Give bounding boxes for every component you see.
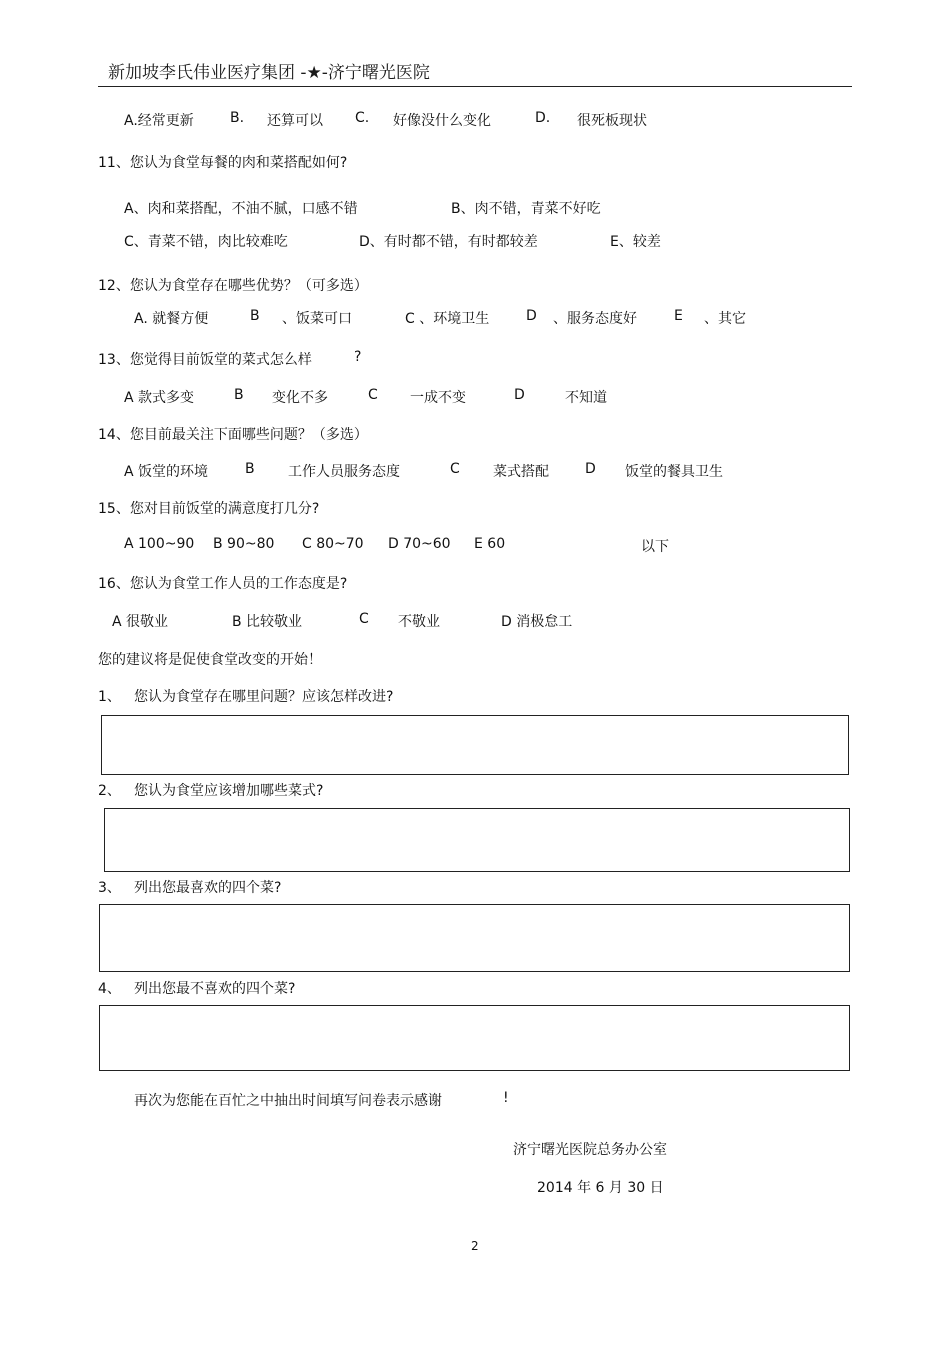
- open-question-1-number: 1、: [98, 689, 121, 705]
- answer-box-4[interactable]: [99, 1005, 850, 1071]
- q14-option-b: 工作人员服务态度: [288, 464, 400, 480]
- q10-option-b-letter: B.: [230, 110, 245, 126]
- q15-option-e: E 60: [474, 536, 506, 552]
- q14-option-d-letter: D: [585, 461, 596, 477]
- q14-option-b-letter: B: [245, 461, 255, 477]
- q14-option-c-letter: C: [450, 461, 460, 477]
- q14-option-d: 饭堂的餐具卫生: [625, 464, 723, 480]
- q16-option-c-letter: C: [359, 611, 369, 627]
- q10-option-a: A.经常更新: [124, 113, 194, 129]
- q12-option-a: A. 就餐方便: [134, 311, 209, 327]
- q10-option-c: 好像没什么变化: [393, 113, 491, 129]
- page-number: 2: [471, 1239, 479, 1253]
- q10-option-d: 很死板现状: [577, 113, 647, 129]
- q10-option-c-letter: C.: [355, 110, 370, 126]
- q13-option-c-letter: C: [368, 387, 378, 403]
- q11-option-d: D、有时都不错，有时都较差: [359, 234, 538, 250]
- q12-option-e: 、其它: [704, 311, 746, 327]
- q15-option-c: C 80~70: [302, 536, 364, 552]
- q11-option-b: B、肉不错，青菜不好吃: [451, 201, 601, 217]
- thanks-mark: !: [503, 1090, 509, 1106]
- q11-option-e: E、较差: [610, 234, 661, 250]
- q12-option-d-letter: D: [526, 308, 537, 324]
- answer-box-3[interactable]: [99, 904, 850, 972]
- q16-option-c: 不敬业: [398, 614, 440, 630]
- q12-option-e-letter: E: [674, 308, 683, 324]
- suggestion-intro: 您的建议将是促使食堂改变的开始！: [98, 652, 322, 668]
- open-question-3-number: 3、: [98, 880, 121, 896]
- q14-question: 14、您目前最关注下面哪些问题？（多选）: [98, 427, 368, 443]
- q16-option-b: B 比较敬业: [232, 614, 303, 630]
- q12-option-b-letter: B: [250, 308, 260, 324]
- q11-option-a: A、肉和菜搭配，不油不腻，口感不错: [124, 201, 358, 217]
- open-question-2-number: 2、: [98, 783, 121, 799]
- q16-option-a: A 很敬业: [112, 614, 169, 630]
- q10-option-d-letter: D.: [535, 110, 551, 126]
- open-question-3-text: 列出您最喜欢的四个菜?: [134, 880, 282, 896]
- q13-question: 13、您觉得目前饭堂的菜式怎么样: [98, 352, 312, 368]
- q14-option-a: A 饭堂的环境: [124, 464, 209, 480]
- q11-option-c: C、青菜不错，肉比较难吃: [124, 234, 288, 250]
- q15-option-a: A 100~90: [124, 536, 195, 552]
- signature-date: 2014 年 6 月 30 日: [537, 1180, 664, 1196]
- q13-question-mark: ?: [354, 349, 362, 365]
- q11-question: 11、您认为食堂每餐的肉和菜搭配如何?: [98, 155, 348, 171]
- answer-box-2[interactable]: [104, 808, 850, 872]
- q12-option-b: 、饭菜可口: [282, 311, 352, 327]
- answer-box-1[interactable]: [101, 715, 849, 775]
- thanks-text: 再次为您能在百忙之中抽出时间填写问卷表示感谢: [134, 1093, 442, 1109]
- q13-option-a: A 款式多变: [124, 390, 195, 406]
- open-question-1-text: 您认为食堂存在哪里问题？应该怎样改进?: [134, 689, 394, 705]
- open-question-4-text: 列出您最不喜欢的四个菜?: [134, 981, 296, 997]
- q13-option-d-letter: D: [514, 387, 525, 403]
- q16-option-d: D 消极怠工: [501, 614, 573, 630]
- q13-option-b: 变化不多: [272, 390, 328, 406]
- signature-office: 济宁曙光医院总务办公室: [513, 1142, 667, 1158]
- q13-option-d: 不知道: [565, 390, 607, 406]
- header-title: 新加坡李氏伟业医疗集团 -★-济宁曙光医院: [108, 63, 430, 83]
- q13-option-c: 一成不变: [410, 390, 466, 406]
- q15-option-d: D 70~60: [388, 536, 451, 552]
- open-question-4-number: 4、: [98, 981, 121, 997]
- header-divider: [98, 86, 852, 87]
- q15-option-b: B 90~80: [213, 536, 275, 552]
- q12-option-c: C 、环境卫生: [405, 311, 490, 327]
- open-question-2-text: 您认为食堂应该增加哪些菜式?: [134, 783, 324, 799]
- q14-option-c: 菜式搭配: [493, 464, 549, 480]
- q12-question: 12、您认为食堂存在哪些优势？（可多选）: [98, 278, 368, 294]
- q13-option-b-letter: B: [234, 387, 244, 403]
- q12-option-d: 、服务态度好: [553, 311, 637, 327]
- q10-option-b: 还算可以: [267, 113, 323, 129]
- q16-question: 16、您认为食堂工作人员的工作态度是?: [98, 576, 348, 592]
- q15-option-e-suffix: 以下: [641, 539, 669, 555]
- q15-question: 15、您对目前饭堂的满意度打几分?: [98, 501, 320, 517]
